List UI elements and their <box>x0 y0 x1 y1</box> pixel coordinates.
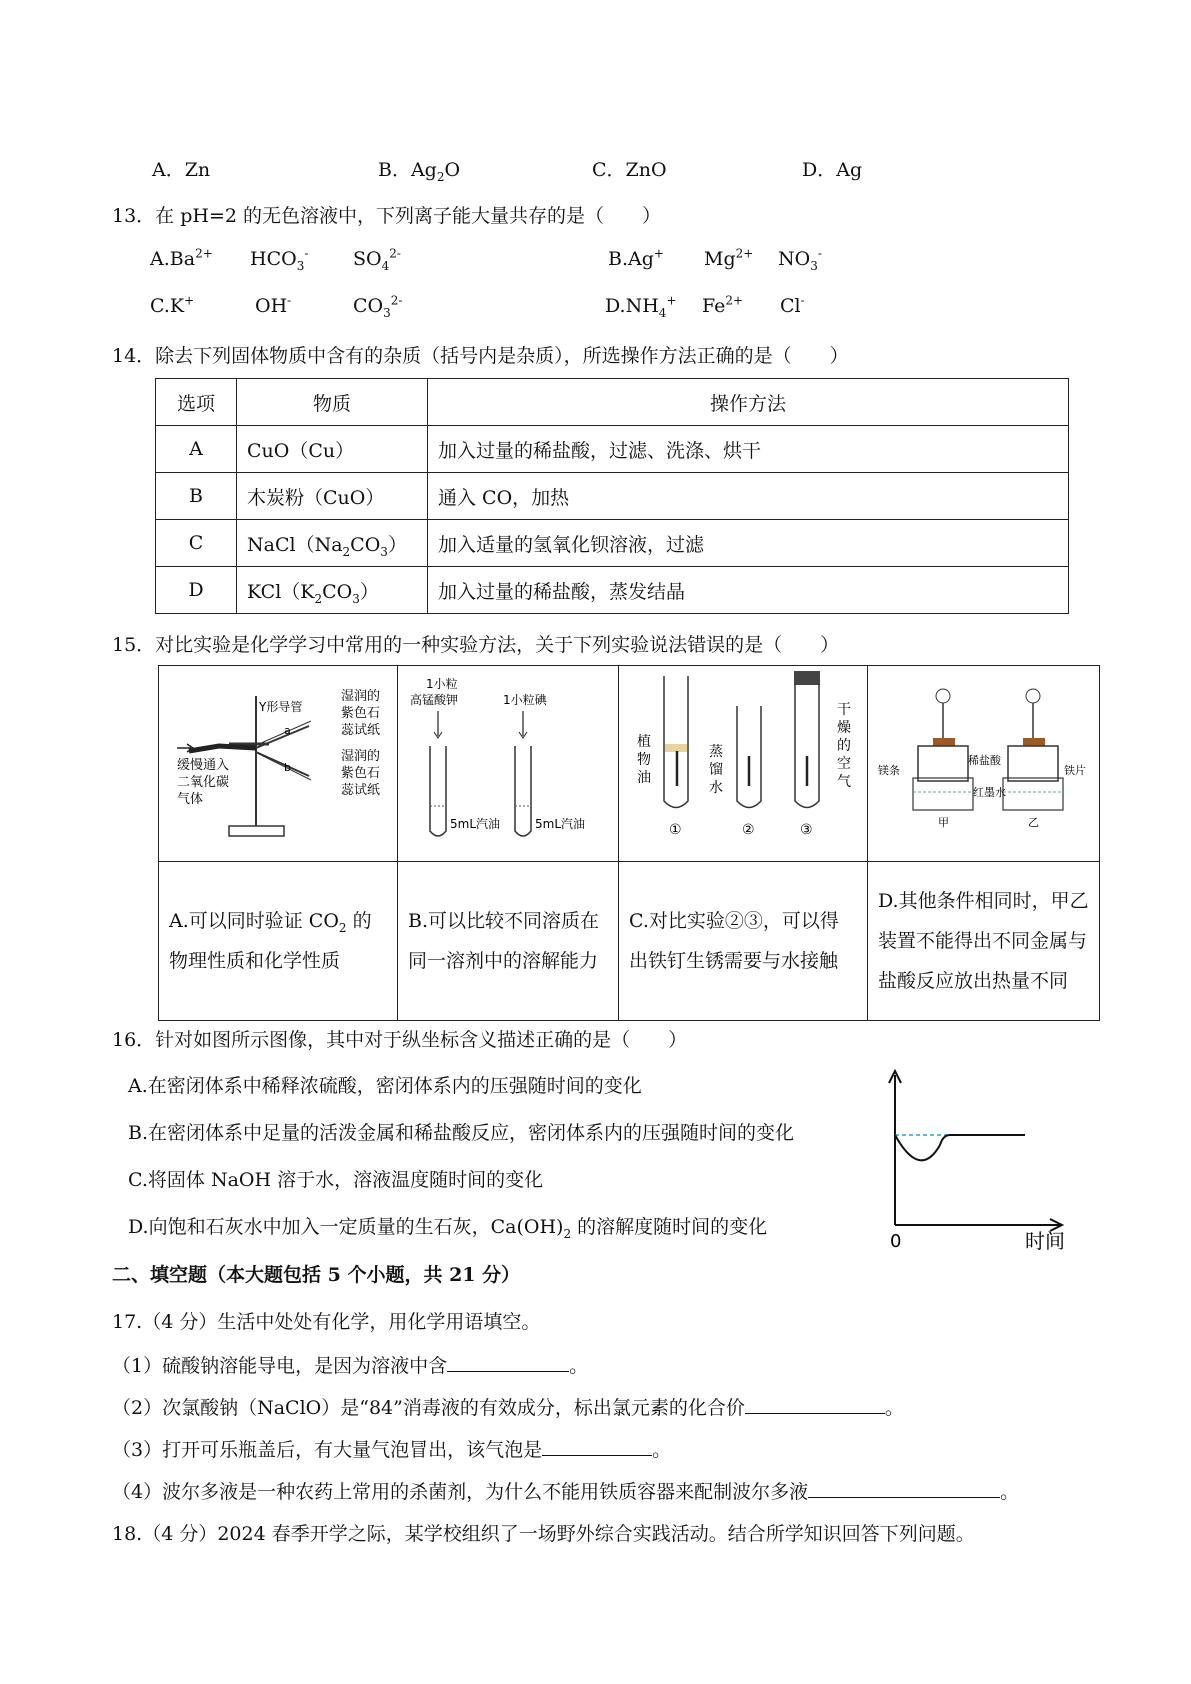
svg-text:②: ② <box>742 822 755 838</box>
graph-origin: 0 <box>890 1231 902 1252</box>
svg-text:甲: 甲 <box>938 816 949 829</box>
svg-text:的: 的 <box>837 738 851 754</box>
q14-table <box>155 378 1069 614</box>
row-substance: CuO（Cu） <box>237 426 428 473</box>
svg-text:b: b <box>284 761 291 774</box>
svg-text:③: ③ <box>800 822 813 838</box>
svg-text:①: ① <box>669 822 682 838</box>
answer-blank-4[interactable] <box>808 1479 1000 1498</box>
q15-table <box>158 665 1100 1021</box>
q15-option-c: C.对比实验②③，可以得出铁钉生锈需要与水接触 <box>619 862 868 1021</box>
q15-stem: 15．对比实验是化学学习中常用的一种实验方法，关于下列实验说法错误的是（ ） <box>112 634 840 656</box>
section-2-title: 二、填空题（本大题包括 5 个小题，共 21 分） <box>112 1264 521 1286</box>
row-method: 加入过量的稀盐酸，蒸发结晶 <box>428 567 1069 614</box>
q12-option-d: D．Ag <box>802 159 863 181</box>
q16-stem: 16．针对如图所示图像，其中对于纵坐标含义描述正确的是（ ） <box>112 1029 688 1051</box>
row-option: B <box>156 473 237 520</box>
q12-option-c: C．ZnO <box>592 159 667 181</box>
svg-text:气: 气 <box>837 774 851 790</box>
svg-text:紫色石: 紫色石 <box>341 706 381 721</box>
row-substance: $KCl(K_2CO_3)$ <box>237 567 428 614</box>
q13-option-c-ion2: OH- <box>255 293 292 317</box>
svg-text:紫色石: 紫色石 <box>341 766 381 781</box>
q13-option-b-ion2: $Mg^{2+}$ <box>704 246 754 270</box>
q16-option-c: C.将固体 NaOH 溶于水，溶液温度随时间的变化 <box>128 1169 544 1191</box>
q15-option-b: B.可以比较不同溶质在同一溶剂中的溶解能力 <box>398 862 619 1021</box>
q13-option-b-ion3: $NO_3^-$ <box>778 246 822 273</box>
figure-b-solubility-tubes <box>398 666 618 856</box>
svg-text:5mL汽油: 5mL汽油 <box>450 817 501 831</box>
svg-text:植: 植 <box>637 734 651 750</box>
svg-text:气体: 气体 <box>177 792 204 807</box>
figure-b-cell <box>398 666 619 862</box>
row-option: C <box>156 520 237 567</box>
row-substance: $NaCl(Na_2CO_3)$ <box>237 520 428 567</box>
q13-option-c-ion3: $CO_3^{2-}$ <box>353 293 403 320</box>
q13-option-d-ion2: $Fe^{2+}$ <box>702 293 744 317</box>
answer-blank-2[interactable] <box>745 1395 885 1414</box>
svg-text:水: 水 <box>709 780 723 796</box>
figure-d-cell <box>868 666 1100 862</box>
q16-option-a: A.在密闭体系中稀释浓硫酸，密闭体系内的压强随时间的变化 <box>128 1075 642 1097</box>
figure-c-cell <box>619 666 868 862</box>
svg-text:1小粒碘: 1小粒碘 <box>503 693 547 707</box>
table-row <box>156 426 1069 473</box>
q13-option-a-ion1: $A.Ba^{2+}$ <box>150 246 213 270</box>
svg-text:Y形导管: Y形导管 <box>259 700 303 714</box>
q13-option-b-ion1: B.Ag+ <box>608 246 664 270</box>
graph-x-label: 时间 <box>1025 1229 1065 1253</box>
svg-text:乙: 乙 <box>1028 816 1039 829</box>
q17-part3: （3）打开可乐瓶盖后，有大量气泡冒出，该气泡是 。 <box>112 1439 672 1461</box>
svg-text:蕊试纸: 蕊试纸 <box>341 723 381 738</box>
q17-stem: 17.（4 分）生活中处处有化学，用化学用语填空。 <box>112 1311 541 1333</box>
q13-option-d-ion3: Cl- <box>780 293 805 317</box>
q16-option-d: D.向饱和石灰水中加入一定质量的生石灰，$Ca(OH)_2$ 的溶解度随时间的变化 <box>128 1216 768 1241</box>
figure-a-cell <box>159 666 398 862</box>
row-method: 加入过量的稀盐酸，过滤、洗涤、烘干 <box>428 426 1069 473</box>
header-substance: 物质 <box>237 379 428 426</box>
svg-text:二氧化碳: 二氧化碳 <box>177 775 230 790</box>
q12-option-a: A．Zn <box>152 159 211 181</box>
q13-option-a-ion2: $HCO_3^-$ <box>250 246 309 273</box>
svg-text:红墨水: 红墨水 <box>973 786 1006 799</box>
svg-text:a: a <box>284 724 291 737</box>
answer-blank-3[interactable] <box>542 1437 652 1456</box>
row-method: 加入适量的氢氧化钡溶液，过滤 <box>428 520 1069 567</box>
figure-a-co2-apparatus <box>159 666 397 856</box>
svg-text:空: 空 <box>837 756 851 772</box>
q16-graph <box>870 1065 1070 1255</box>
svg-text:油: 油 <box>637 770 651 786</box>
svg-text:铁片: 铁片 <box>1064 764 1086 777</box>
svg-text:馏: 馏 <box>709 762 723 778</box>
table-row <box>156 473 1069 520</box>
svg-text:高锰酸钾: 高锰酸钾 <box>410 693 459 707</box>
svg-text:蒸: 蒸 <box>709 744 723 760</box>
svg-text:物: 物 <box>637 752 651 768</box>
q18-stem: 18.（4 分）2024 春季开学之际，某学校组织了一场野外综合实践活动。结合所学知识回答下列问题。 <box>112 1523 975 1545</box>
svg-text:1小粒: 1小粒 <box>426 677 458 691</box>
q16-option-b: B.在密闭体系中足量的活泼金属和稀盐酸反应，密闭体系内的压强随时间的变化 <box>128 1122 795 1144</box>
figure-c-rust-tubes <box>619 666 867 856</box>
q13-stem: 13．在 pH=2 的无色溶液中，下列离子能大量共存的是（ ） <box>112 205 661 227</box>
row-option: D <box>156 567 237 614</box>
row-substance: 木炭粉（CuO） <box>237 473 428 520</box>
q15-option-d: D.其他条件相同时，甲乙装置不能得出不同金属与盐酸反应放出热量不同 <box>868 862 1100 1021</box>
svg-text:缓慢通入: 缓慢通入 <box>177 758 230 773</box>
svg-text:干: 干 <box>837 702 851 718</box>
q17-part2: （2）次氯酸钠（NaClO）是“84”消毒液的有效成分，标出氯元素的化合价 。 <box>112 1397 904 1419</box>
row-method: 通入 CO，加热 <box>428 473 1069 520</box>
svg-text:镁条: 镁条 <box>878 764 900 777</box>
q17-part1: （1）硫酸钠溶能导电，是因为溶液中含 。 <box>112 1355 589 1377</box>
table-header-row <box>156 379 1069 426</box>
svg-text:稀盐酸: 稀盐酸 <box>968 754 1001 767</box>
table-row <box>156 520 1069 567</box>
header-option: 选项 <box>156 379 237 426</box>
svg-text:湿润的: 湿润的 <box>341 749 381 764</box>
row-option: A <box>156 426 237 473</box>
q13-option-d-ion1: $D.NH_4^+$ <box>605 293 677 320</box>
q14-stem: 14．除去下列固体物质中含有的杂质（括号内是杂质），所选操作方法正确的是（ ） <box>112 345 849 367</box>
svg-text:蕊试纸: 蕊试纸 <box>341 783 381 798</box>
svg-text:湿润的: 湿润的 <box>341 689 381 704</box>
svg-text:燥: 燥 <box>837 720 851 736</box>
q12-option-b: B．$Ag_2O$ <box>378 159 461 184</box>
answer-blank-1[interactable] <box>447 1353 569 1372</box>
header-method: 操作方法 <box>428 379 1069 426</box>
q13-option-c-ion1: C.K+ <box>150 293 195 317</box>
q13-option-a-ion3: $SO_4^{2-}$ <box>353 246 401 273</box>
table-row <box>156 567 1069 614</box>
svg-text:5mL汽油: 5mL汽油 <box>535 817 586 831</box>
figure-d-heat-apparatus <box>868 666 1098 856</box>
q15-option-a: A.可以同时验证 $CO_2$ 的物理性质和化学性质 <box>159 862 398 1021</box>
q17-part4: （4）波尔多液是一种农药上常用的杀菌剂，为什么不能用铁质容器来配制波尔多液 。 <box>112 1481 1020 1503</box>
